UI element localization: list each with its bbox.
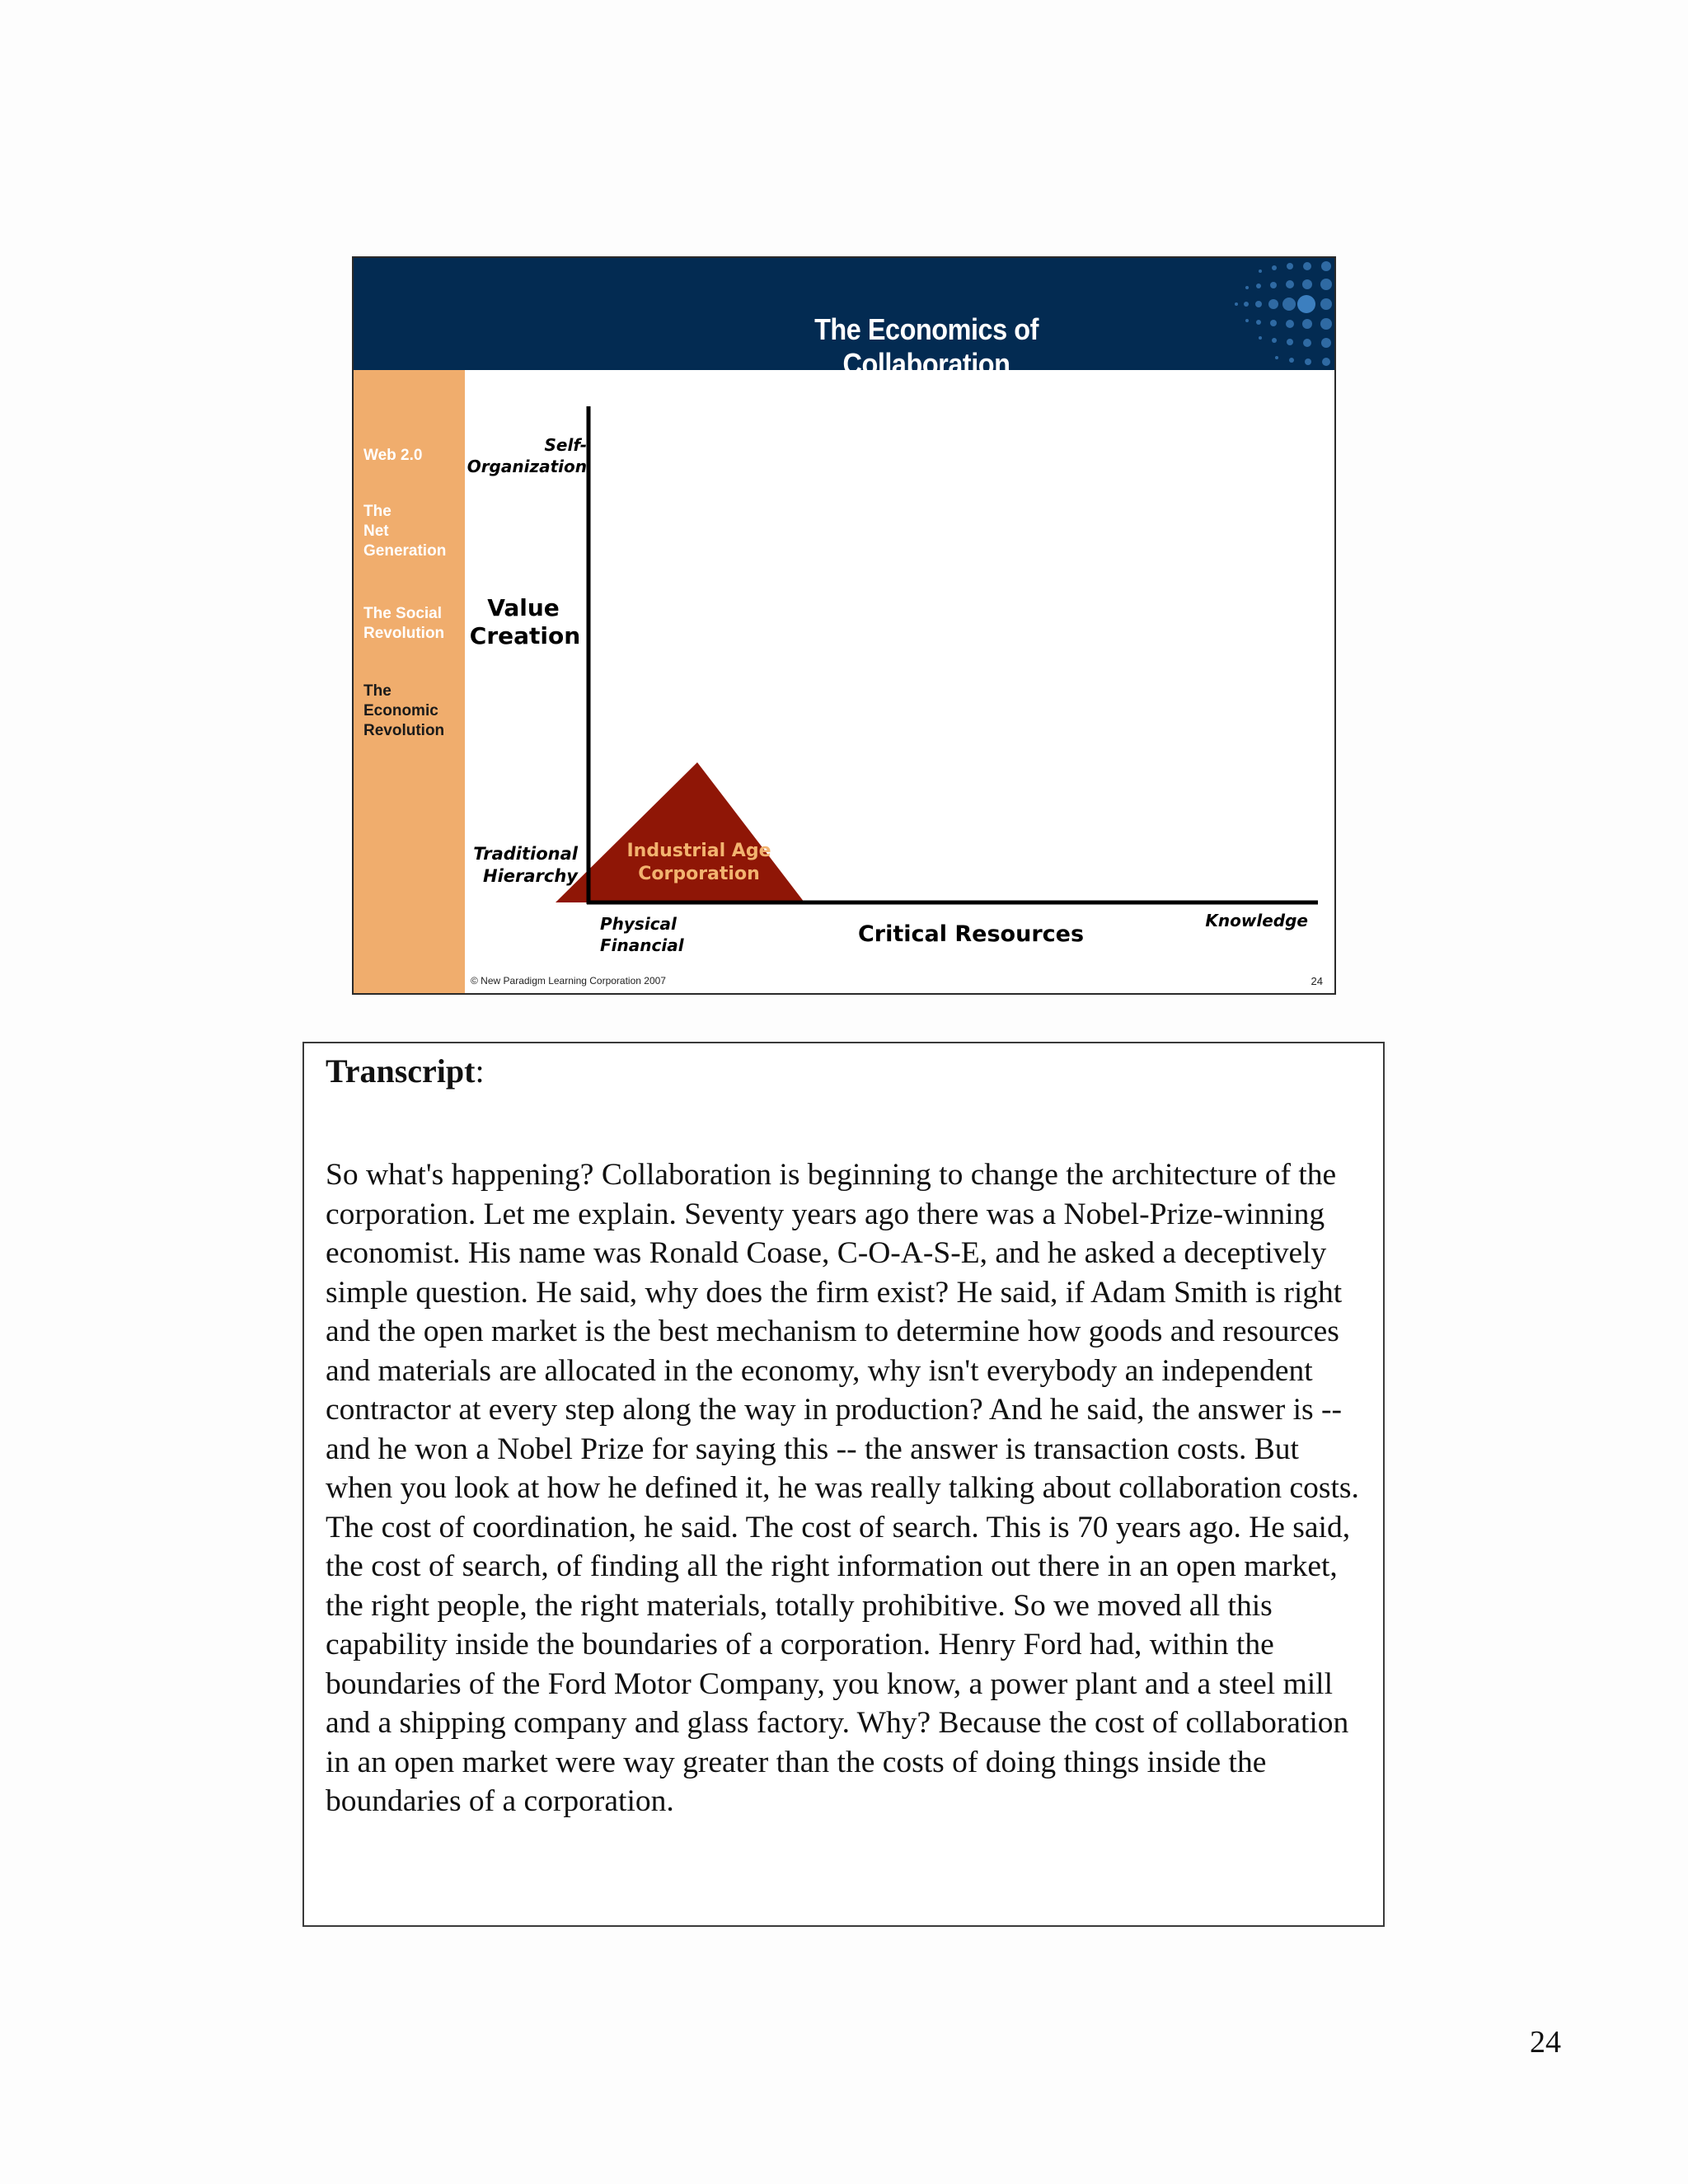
- x-axis-left-label-2: Financial: [600, 935, 684, 955]
- sidebar-item-web2[interactable]: Web 2.0: [363, 447, 423, 464]
- economics-diagram: [354, 258, 1336, 995]
- x-axis-right-label: Knowledge: [1205, 911, 1308, 930]
- slide-title: The Economics of Collaboration: [814, 312, 1039, 381]
- transcript-heading-colon: :: [475, 1052, 485, 1090]
- sidebar-item-label: The Social Revolution: [363, 605, 445, 642]
- y-axis-top-label-2: Organization: [467, 457, 587, 476]
- slide: [352, 256, 1336, 995]
- transcript-heading-label: Transcript: [326, 1052, 476, 1090]
- y-axis-bottom-label: Traditional: [473, 844, 578, 864]
- triangle-label: Industrial Age: [626, 841, 771, 861]
- y-axis-title-2: Creation: [469, 622, 581, 649]
- y-axis-title: Value: [487, 594, 560, 621]
- transcript-heading: [326, 1052, 485, 1090]
- x-axis-left-label: Physical: [600, 914, 677, 934]
- triangle-label-2: Corporation: [638, 864, 760, 884]
- page-number: 24: [1530, 2025, 1561, 2060]
- transcript-box: [302, 1042, 1385, 1927]
- transcript-body: So what's happening? Collaboration is beginning to change the architecture of the corporation. Let me explain. Seventy years ago there was a Nobel-Prize-winning economist. His name was Ronald Coase, C-O-A-S-E, and he asked a deceptively simple question. He said, why does the firm exist? He said, if Adam Smith is right and the open market is the best mechanism to determine how goods and resources and materials are allocated in the economy, why isn't everybody an independent contractor at every step along the way in production? And he said, the answer is -- and he won a Nobel Prize for saying this -- the answer is transaction costs. But when you look at how he defined it, he was really talking about collaboration costs. The cost of coordination, he said. The cost of search. This is 70 years ago. He said, the cost of search, of finding all the right information out there in an open market, the right people, the right materials, totally prohibitive. So we moved all this capability inside the boundaries of a corporation. Henry Ford had, within the boundaries of the Ford Motor Company, you know, a power plant and a steel mill and a shipping company and glass factory. Why? Because the cost of collaboration in an open market were way greater than the costs of doing things inside the boundaries of a corporation.: [326, 1158, 1359, 1818]
- sidebar-item-label: The Economic Revolution: [363, 682, 445, 739]
- y-axis-bottom-label-2: Hierarchy: [483, 866, 578, 886]
- x-axis-title: Critical Resources: [857, 921, 1085, 947]
- sidebar-item-label: The Net Generation: [363, 503, 447, 560]
- slide-number: 24: [1311, 975, 1323, 987]
- slide-copyright: © New Paradigm Learning Corporation 2007: [471, 975, 666, 987]
- y-axis-top-label: Self-: [544, 435, 587, 455]
